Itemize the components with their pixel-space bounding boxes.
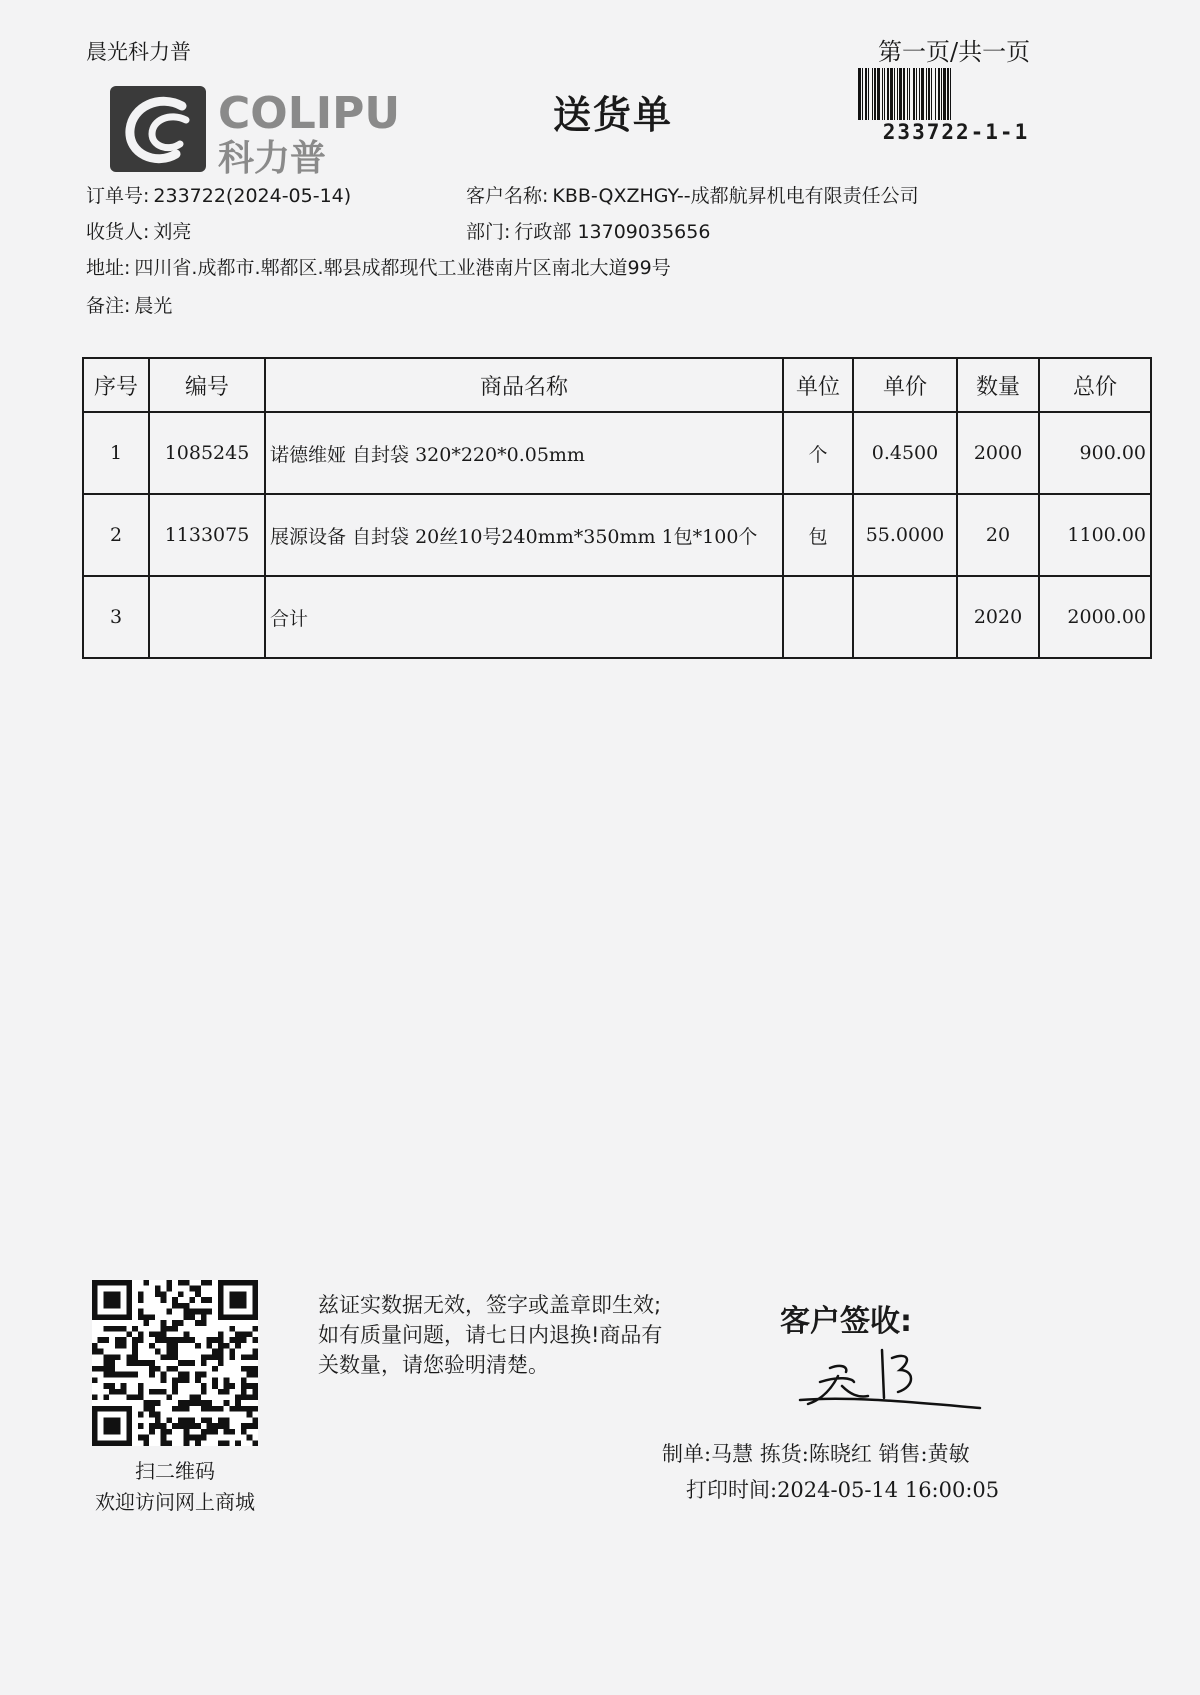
cell-product-name: 诺德维娅 自封袋 320*220*0.05mm: [265, 412, 783, 494]
department: 部门: 行政部 13709035656: [466, 221, 711, 243]
header-index: 序号: [83, 358, 149, 412]
header-quantity: 数量: [957, 358, 1039, 412]
cell-quantity: 2000: [957, 412, 1039, 494]
cell-total: 1100.00: [1039, 494, 1151, 576]
cell-total: 900.00: [1039, 412, 1151, 494]
page-info: 第一页/共一页: [878, 38, 1031, 66]
header-product-name: 商品名称: [265, 358, 783, 412]
table-row-total: [83, 576, 1151, 658]
header-unit-price: 单价: [853, 358, 957, 412]
cell-unit-price: 55.0000: [853, 494, 957, 576]
items-table: [82, 357, 1152, 659]
svg-text:COLIPU: COLIPU: [218, 88, 401, 139]
cell-unit: [783, 576, 853, 658]
colipu-logo: [110, 84, 460, 176]
notice-text: 兹证实数据无效，签字或盖章即生效; 如有质量问题，请七日内退换!商品有 关数量，请您验明清楚。: [318, 1293, 663, 1377]
cell-unit: 个: [783, 412, 853, 494]
table-row: [83, 412, 1151, 494]
cell-unit-price: [853, 576, 957, 658]
cell-index: 2: [83, 494, 149, 576]
svg-text:科力普: 科力普: [218, 138, 327, 176]
company-short-name: 晨光科力普: [86, 40, 191, 64]
cell-unit: 包: [783, 494, 853, 576]
cell-unit-price: 0.4500: [853, 412, 957, 494]
cell-code: 1085245: [149, 412, 265, 494]
cell-code: 1133075: [149, 494, 265, 576]
staff-info: 制单:马慧 拣货:陈晓红 销售:黄敏: [662, 1442, 970, 1466]
cell-total-quantity: 2020: [957, 576, 1039, 658]
cell-index: 1: [83, 412, 149, 494]
cell-index: 3: [83, 576, 149, 658]
print-time: 打印时间:2024-05-14 16:00:05: [686, 1478, 1000, 1502]
remark: 备注: 晨光: [86, 295, 173, 317]
customer-signature-label: 客户签收:: [780, 1304, 912, 1339]
cell-product-name: 展源设备 自封袋 20丝10号240mm*350mm 1包*100个: [265, 494, 783, 576]
barcode: [856, 68, 1056, 120]
cell-code: [149, 576, 265, 658]
table-header-row: [83, 358, 1151, 412]
receiver: 收货人: 刘亮: [86, 221, 192, 243]
qr-code: [92, 1280, 258, 1446]
header-total: 总价: [1039, 358, 1151, 412]
qr-label-scan: 扫二维码: [135, 1459, 215, 1483]
cell-grand-total: 2000.00: [1039, 576, 1151, 658]
customer-name: 客户名称: KBB-QXZHGY--成都航昇机电有限责任公司: [466, 185, 919, 207]
handwritten-signature: [790, 1342, 990, 1422]
cell-quantity: 20: [957, 494, 1039, 576]
qr-label-mall: 欢迎访问网上商城: [95, 1490, 255, 1514]
barcode-number: 233722-1-1: [882, 120, 1030, 144]
cell-total-label: 合计: [265, 576, 783, 658]
header-code: 编号: [149, 358, 265, 412]
address: 地址: 四川省.成都市.郫都区.郫县成都现代工业港南片区南北大道99号: [86, 257, 671, 279]
order-number: 订单号: 233722(2024-05-14): [86, 185, 352, 207]
header-unit: 单位: [783, 358, 853, 412]
table-row: [83, 494, 1151, 576]
document-title: 送货单: [553, 93, 674, 137]
